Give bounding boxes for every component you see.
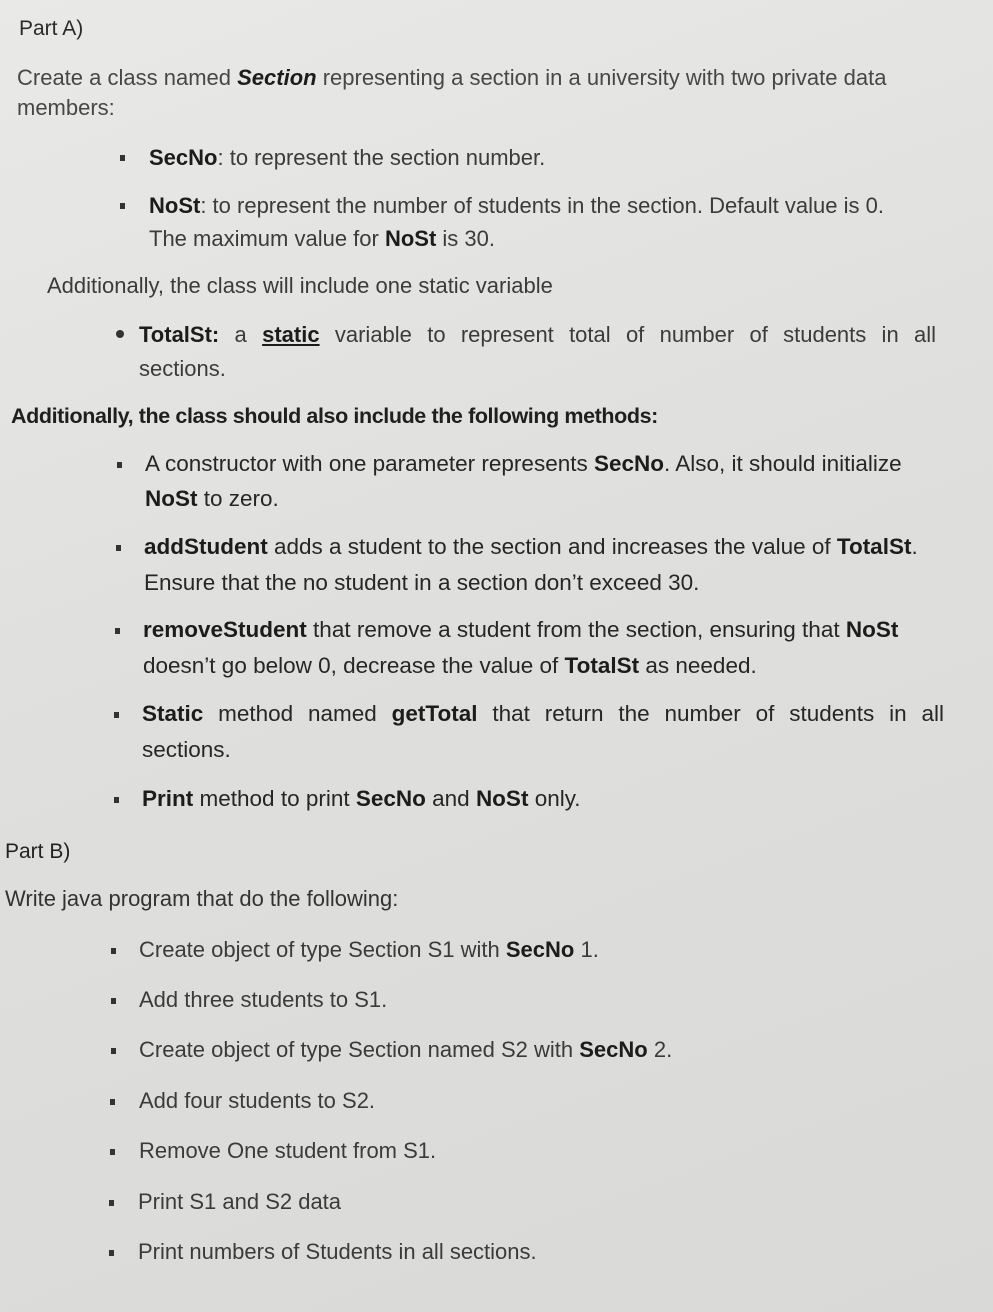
- member-desc: : to represent the section number.: [217, 145, 546, 170]
- bullet-dot-icon: [116, 330, 124, 338]
- bullet-square-icon: [109, 1200, 114, 1206]
- method-keyword: TotalSt: [564, 653, 640, 678]
- class-name: Section: [237, 65, 317, 90]
- method-keyword: NoSt: [475, 786, 529, 811]
- bullet-square-icon: [110, 1099, 115, 1105]
- member-name: SecNo: [149, 145, 218, 170]
- method-keyword: addStudent: [144, 534, 268, 559]
- method-text: adds a student to the section and increases the value of: [267, 534, 837, 559]
- static-var-text: a: [234, 322, 247, 347]
- intro-text-rest: representing a section in a university with two private data: [316, 65, 887, 90]
- bullet-square-icon: [111, 998, 116, 1004]
- step-text: Create object of type Section S1 with: [139, 937, 506, 962]
- step-create-s1: [139, 937, 599, 963]
- bullet-square-icon: [110, 1149, 115, 1155]
- bullet-square-icon: [116, 545, 121, 551]
- bullet-square-icon: [111, 948, 116, 954]
- method-removestudent-line2: [143, 653, 757, 679]
- method-addstudent-line1: [144, 534, 918, 560]
- bullet-square-icon: [120, 203, 125, 209]
- static-var-line2: sections.: [139, 356, 226, 381]
- method-print-line1: [142, 786, 581, 812]
- method-removestudent-line1: [143, 617, 898, 643]
- methods-heading: Additionally, the class should also include the following methods:: [11, 404, 658, 428]
- method-keyword: SecNo: [355, 786, 426, 811]
- bullet-square-icon: [115, 628, 120, 634]
- method-text: method to print: [193, 786, 356, 811]
- method-keyword: NoSt: [145, 486, 198, 511]
- intro-text: Create a class named: [17, 65, 238, 90]
- step-print-total: Print numbers of Students in all sections.: [138, 1239, 537, 1264]
- method-text: that remove a student from the section, ensuring that: [306, 617, 846, 642]
- method-text: . Also, it should initialize: [664, 451, 902, 476]
- method-text: and: [425, 786, 476, 811]
- method-keyword: getTotal: [391, 701, 478, 726]
- method-addstudent-line2: Ensure that the no student in a section don’t exceed 30.: [144, 570, 700, 595]
- step-keyword: SecNo: [505, 937, 575, 962]
- part-b-heading: Part B): [5, 840, 71, 863]
- static-var-line1: [139, 322, 936, 348]
- method-constructor-line1: [145, 451, 902, 477]
- static-keyword: static: [262, 322, 320, 347]
- method-text: as needed.: [639, 653, 757, 678]
- method-constructor-line2: [145, 486, 279, 512]
- bullet-square-icon: [120, 155, 125, 161]
- part-a-intro-line2: members:: [17, 95, 115, 120]
- bullet-square-icon: [114, 797, 119, 803]
- method-keyword: Static: [142, 701, 204, 726]
- step-remove-one: Remove One student from S1.: [139, 1138, 437, 1163]
- step-create-s2: [139, 1037, 672, 1063]
- step-text: 2.: [647, 1037, 673, 1062]
- method-text: method named: [203, 701, 392, 726]
- method-keyword: removeStudent: [143, 617, 307, 642]
- method-text: to zero.: [197, 486, 279, 511]
- method-gettotal-line2: sections.: [142, 737, 231, 762]
- method-keyword: TotalSt: [836, 534, 912, 559]
- member-nost: [149, 193, 884, 219]
- method-keyword: SecNo: [593, 451, 664, 476]
- bullet-square-icon: [114, 712, 119, 718]
- part-a-intro-line1: [17, 63, 886, 93]
- part-b-intro: Write java program that do the following:: [5, 886, 399, 911]
- step-add-three: Add three students to S1.: [139, 987, 388, 1012]
- member-name: NoSt: [149, 193, 201, 218]
- step-add-four: Add four students to S2.: [139, 1088, 376, 1113]
- member-desc: : to represent the number of students in the section. Default value is 0.: [200, 193, 884, 218]
- method-text: .: [911, 534, 918, 559]
- member-secno: [149, 145, 545, 171]
- member-desc: is 30.: [436, 226, 495, 251]
- step-text: 1.: [574, 937, 599, 962]
- static-intro: Additionally, the class will include one static variable: [47, 273, 553, 298]
- member-name: NoSt: [384, 226, 437, 251]
- method-gettotal-line1: [142, 701, 944, 727]
- step-print-data: Print S1 and S2 data: [138, 1189, 342, 1214]
- part-a-heading: Part A): [19, 17, 84, 40]
- member-nost-line2: [149, 226, 495, 252]
- method-keyword: Print: [142, 786, 194, 811]
- bullet-square-icon: [117, 462, 122, 468]
- static-var-text: variable to represent total of number of students in all: [334, 322, 936, 347]
- method-text: A constructor with one parameter represents: [145, 451, 594, 476]
- step-text: Create object of type Section named S2 with: [139, 1037, 580, 1062]
- bullet-square-icon: [111, 1048, 116, 1054]
- member-desc: The maximum value for: [149, 226, 385, 251]
- static-var-name: TotalSt:: [139, 322, 220, 347]
- method-text: only.: [528, 786, 581, 811]
- step-keyword: SecNo: [579, 1037, 648, 1062]
- method-text: doesn’t go below 0, decrease the value of: [143, 653, 565, 678]
- method-keyword: NoSt: [845, 617, 899, 642]
- bullet-square-icon: [109, 1250, 114, 1256]
- method-text: that return the number of students in all: [477, 701, 944, 726]
